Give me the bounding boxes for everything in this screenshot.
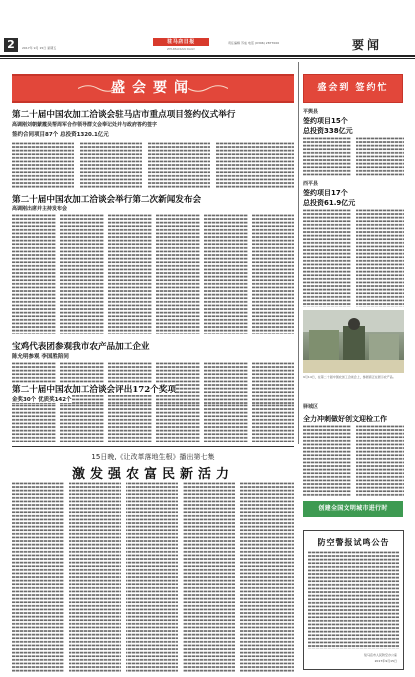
sidebar-block3-city: 驿城区 bbox=[303, 404, 319, 410]
feature-kicker: 15日晚,《让改革落地生根》播出第七集 bbox=[91, 453, 215, 461]
sidebar-block1-text bbox=[303, 137, 404, 177]
sidebar-block2-text-lines bbox=[303, 209, 404, 307]
notice-signature: 驻马店市人民防空办公室 bbox=[363, 653, 397, 657]
sidebar-banner-title: 盛会到 签约忙 bbox=[317, 83, 389, 93]
story4-text-lines bbox=[12, 404, 294, 442]
masthead bbox=[0, 0, 415, 54]
story1-body-text bbox=[12, 142, 294, 188]
sidebar-block1-line2: 总投资338亿元 bbox=[303, 127, 353, 135]
photo-caption: 9月14日，在第二十届中国农加工洽谈会上，参展商正在展示农产品。 bbox=[303, 375, 396, 379]
story1-subheadline-2: 签约合同项目87个 总投资1320.1亿元 bbox=[12, 132, 109, 138]
sidebar-block3-title: 全力冲刺做好创文迎检工作 bbox=[303, 415, 387, 423]
story4-body-text bbox=[12, 404, 294, 442]
notice-body-text bbox=[308, 551, 399, 649]
paper-logo: 驻马店日报 bbox=[153, 38, 209, 46]
story2-subheadline: 高调刚出席并主持发布会 bbox=[12, 206, 68, 212]
masthead-rule-thick bbox=[0, 55, 415, 57]
story2-headline: 第二十届中国农加工洽谈会举行第二次新闻发布会 bbox=[12, 195, 202, 205]
sidebar-block1-line1: 签约项目15个 bbox=[303, 117, 348, 125]
green-banner bbox=[303, 501, 403, 517]
feature-title: 激发强农富民新活力 bbox=[71, 467, 234, 482]
story1-subheadline: 高调刚刘朝蒙霞吴帮周军合作领导群文会奉记处并与政府答约签字 bbox=[12, 122, 158, 128]
masthead-rule-thin bbox=[0, 58, 415, 59]
sidebar-block3-text-lines bbox=[303, 425, 404, 497]
news-photo bbox=[303, 310, 404, 373]
feature-text-lines bbox=[12, 482, 294, 672]
story1-text-lines bbox=[12, 142, 294, 188]
sidebar-block2-city: 西平县 bbox=[303, 181, 319, 187]
sidebar-block1-city: 平舆县 bbox=[303, 109, 319, 115]
sidebar-block1-text-lines bbox=[303, 137, 404, 177]
main-banner-title: 盛会要闻 bbox=[111, 80, 195, 96]
feature-rule bbox=[12, 446, 294, 447]
notice-box bbox=[303, 530, 404, 670]
sidebar-block2-line1: 签约项目17个 bbox=[303, 189, 348, 197]
banner-ornament-right-icon bbox=[188, 83, 228, 94]
sidebar-banner bbox=[303, 74, 403, 103]
page-number: 2 bbox=[4, 38, 18, 52]
paper-logo-subtitle: ZHUMADIAN DAILY bbox=[167, 47, 195, 51]
story1-columns bbox=[12, 142, 294, 188]
sidebar-block2-text bbox=[303, 209, 404, 307]
notice-text-lines bbox=[308, 551, 399, 649]
story3-subheadline: 陈允明参观 李国胜陪同 bbox=[12, 354, 69, 360]
header-info: 责任编辑 苏成 电话 (0396) 2877000 bbox=[228, 41, 280, 45]
sidebar-block2-line2: 总投资61.9亿元 bbox=[303, 199, 356, 207]
story2-text-lines bbox=[12, 214, 294, 334]
story4-headline: 第二十届中国农加工洽谈会评出172个奖项 bbox=[12, 385, 177, 395]
column-divider bbox=[298, 62, 299, 444]
feature-body-text bbox=[12, 482, 294, 672]
sidebar-block3-text bbox=[303, 425, 404, 497]
notice-date: 2017年9月15日 bbox=[374, 659, 397, 663]
story4-subheadline: 金奖30个 优质奖142个 bbox=[12, 397, 72, 403]
news-photo-image bbox=[303, 310, 404, 373]
main-banner bbox=[12, 74, 294, 103]
section-title: 要闻 bbox=[352, 38, 383, 52]
story1-headline: 第二十届中国农加工洽谈会驻马店市重点项目签约仪式举行 bbox=[12, 110, 236, 120]
story2-body-text bbox=[12, 214, 294, 334]
green-banner-title: 创建全国文明城市进行时 bbox=[318, 505, 388, 512]
story3-headline: 宝鸡代表团参观我市农产品加工企业 bbox=[12, 342, 150, 352]
notice-title: 防空警报试鸣公告 bbox=[317, 538, 390, 547]
edition-line: 2017年 9月 15日 星期五 bbox=[22, 46, 57, 50]
